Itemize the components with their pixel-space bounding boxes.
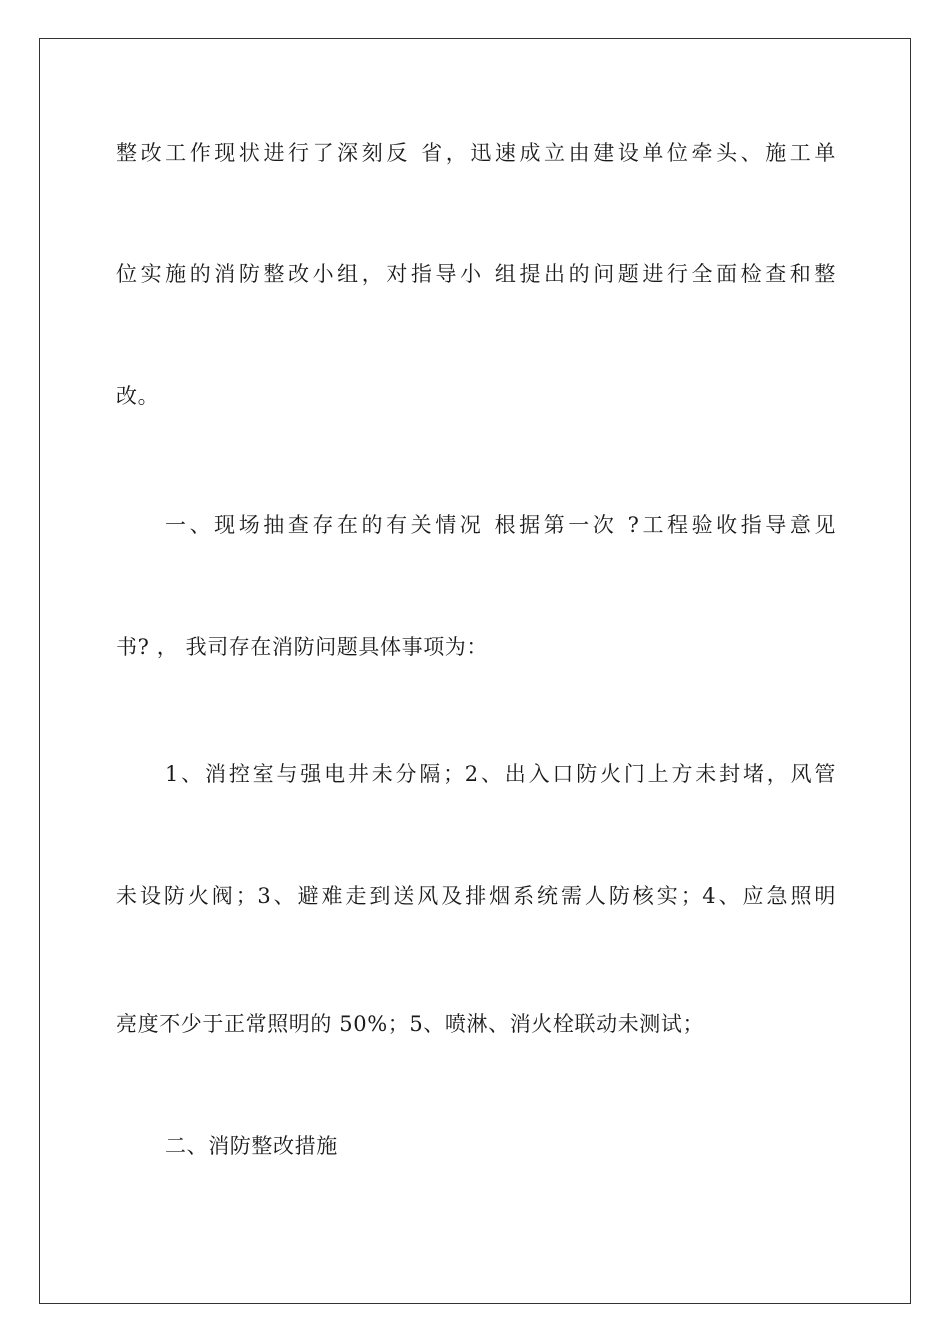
section-heading-1: 一、现场抽查存在的有关情况 根据第一次 ?工程验收指导意见	[165, 513, 836, 537]
body-line-2: 位实施的消防整改小组，对指导小 组提出的问题进行全面检查和整	[116, 262, 836, 286]
page-frame	[39, 38, 911, 1304]
issue-list-line-1: 1、消控室与强电井未分隔；2、出入口防火门上方未封堵，风管	[165, 762, 836, 786]
issue-list-line-3: 亮度不少于正常照明的 50%；5、喷淋、消火栓联动未测试；	[116, 1012, 705, 1036]
issue-list-line-2: 未设防火阀；3、避难走到送风及排烟系统需人防核实；4、应急照明	[116, 884, 836, 908]
section-heading-2: 二、消防整改措施	[165, 1134, 338, 1158]
body-line-5: 书? ， 我司存在消防问题具体事项为：	[116, 635, 489, 659]
body-line-1: 整改工作现状进行了深刻反 省，迅速成立由建设单位牵头、施工单	[116, 141, 836, 165]
body-line-3: 改。	[116, 384, 160, 408]
